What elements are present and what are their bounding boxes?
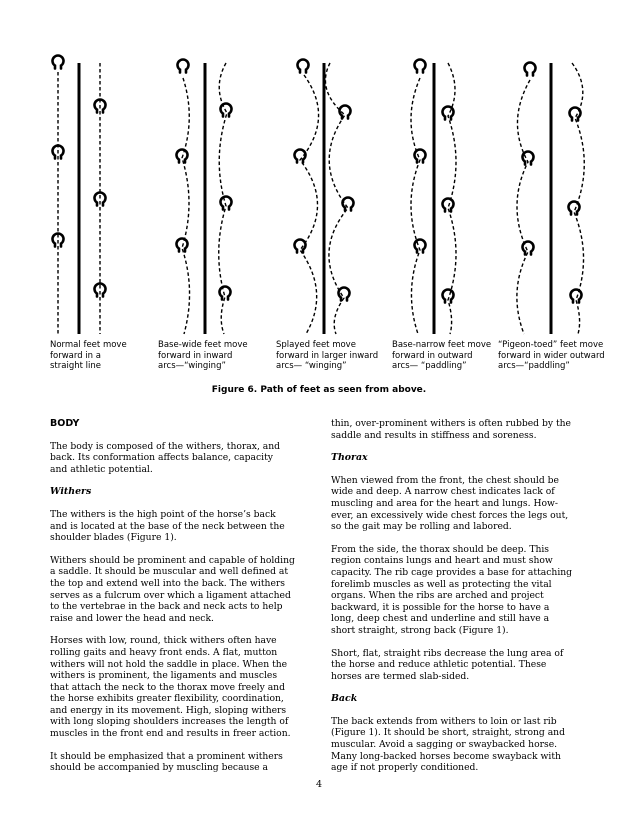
caption-line: arcs—“paddling” — [498, 361, 570, 371]
horseshoe-print-icon — [343, 197, 354, 210]
caption-line: forward in a — [50, 350, 101, 361]
text-line: a saddle. It should be muscular and well defined at — [50, 566, 289, 578]
text-line: From the side, the thorax should be deep. This — [331, 543, 550, 555]
text-line: withers will not hold the saddle in place. When the — [50, 658, 288, 670]
horseshoe-print-icon — [295, 239, 306, 252]
figure-panel-normal — [53, 55, 106, 334]
feet-path-figure — [0, 0, 638, 340]
caption-line: forward in outward — [392, 350, 473, 361]
text-line: wide and deep. A narrow chest indicates lack of — [331, 486, 555, 498]
caption-line: forward in inward — [158, 350, 233, 361]
caption-normal — [50, 340, 168, 372]
caption-splayed — [276, 340, 394, 372]
caption-line: arcs—“winging” — [158, 361, 226, 371]
text-line: The withers is the high point of the horse’s back — [50, 508, 276, 520]
text-line: muscling and area for the heart and lungs. How- — [331, 497, 558, 509]
caption-line: arcs— “winging” — [276, 361, 347, 371]
text-line: muscular. Avoid a sagging or swaybacked horse. — [331, 739, 558, 751]
text-line: with long sloping shoulders increases the length of — [50, 716, 289, 728]
text-column-right — [331, 418, 603, 785]
text-line: capacity. The rib cage provides a base for attaching — [331, 566, 573, 578]
back-paragraph-1 — [331, 716, 603, 774]
text-line: the horse and reduce athletic potential. These — [331, 659, 547, 671]
thorax-paragraph-3 — [331, 648, 603, 683]
text-line: and energy in its movement. High, sloping withers — [50, 704, 287, 716]
text-column-left — [50, 418, 322, 785]
text-line: that attach the neck to the thorax move freely and — [50, 681, 285, 693]
text-line: forelimb muscles as well as protecting the vital — [331, 578, 552, 590]
caption-line: “Pigeon-toed” feet move — [498, 340, 604, 350]
withers-paragraph-4 — [50, 751, 322, 774]
caption-line: forward in larger inward — [276, 350, 379, 361]
withers-paragraph-4-continued — [331, 418, 603, 441]
section-heading-body: BODY — [50, 418, 80, 429]
text-line: backward, it is possible for the horse to have a — [331, 601, 550, 613]
horseshoe-print-icon — [415, 59, 426, 72]
left-foot-path — [182, 78, 190, 334]
left-foot-path — [300, 75, 319, 334]
subheading-withers: Withers — [50, 486, 92, 498]
caption-line: Splayed feet move — [276, 340, 356, 350]
text-line: It should be emphasized that a prominent withers — [50, 750, 283, 762]
horseshoe-print-icon — [178, 59, 189, 72]
text-line: The body is composed of the withers, thorax, and — [50, 440, 281, 452]
text-line: thin, over-prominent withers is often rubbed by the — [331, 418, 571, 429]
thorax-paragraph-1 — [331, 475, 603, 533]
text-line: When viewed from the front, the chest should be — [331, 474, 559, 486]
horseshoe-print-icon — [523, 241, 534, 254]
text-line: the top and extend well into the back. The withers — [50, 577, 285, 589]
horseshoe-print-icon — [570, 107, 581, 120]
text-line: and is located at the base of the neck between the — [50, 520, 285, 532]
text-line: and athletic potential. — [50, 463, 153, 475]
withers-paragraph-1 — [50, 509, 322, 544]
text-line: ever, an excessively wide chest forces the legs out, — [331, 509, 569, 521]
text-line: shoulder blades (Figure 1). — [50, 532, 177, 544]
page-number: 4 — [315, 779, 323, 790]
figure-panel-base-wide — [177, 59, 232, 334]
text-line: should be accompanied by muscling because a — [50, 762, 269, 774]
figure-panel-pigeon-toed — [517, 62, 584, 334]
thorax-paragraph-2 — [331, 544, 603, 637]
text-line: The back extends from withers to loin or last rib — [331, 715, 557, 727]
text-line: organs. When the ribs are arched and project — [331, 590, 544, 602]
caption-line: arcs— “paddling” — [392, 361, 467, 371]
text-line: to the vertebrae in the back and neck acts to help — [50, 601, 283, 613]
text-line: the horse exhibits greater flexibility, coordination, — [50, 693, 284, 705]
left-foot-path — [517, 80, 530, 334]
horseshoe-print-icon — [53, 55, 64, 68]
text-line: saddle and results in stiffness and soreness. — [331, 429, 537, 441]
caption-base-narrow — [392, 340, 510, 372]
text-line: so the gait may be rolling and labored. — [331, 521, 512, 533]
text-line: (Figure 1). It should be short, straight, strong and — [331, 727, 565, 739]
withers-paragraph-2 — [50, 555, 322, 625]
withers-paragraph-3 — [50, 635, 322, 739]
text-line: region contains lungs and heart and must show — [331, 555, 553, 567]
horseshoe-print-icon — [221, 196, 232, 209]
text-line: horses are termed slab-sided. — [331, 670, 470, 682]
text-line: age if not properly conditioned. — [331, 762, 479, 774]
text-line: rolling gaits and heavy front ends. A flat, mutton — [50, 646, 278, 658]
text-line: Short, flat, straight ribs decrease the lung area of — [331, 647, 564, 659]
horseshoe-print-icon — [525, 62, 536, 75]
text-line: short straight, strong back (Figure 1). — [331, 624, 509, 636]
text-line: Many long-backed horses become swayback with — [331, 750, 561, 762]
subheading-thorax: Thorax — [331, 452, 368, 464]
horseshoe-print-icon — [220, 286, 231, 299]
figure-panel-splayed — [295, 59, 354, 334]
caption-line: Normal feet move — [50, 340, 127, 350]
figure-captions — [0, 340, 638, 376]
text-line: back. Its conformation affects balance, capacity — [50, 452, 273, 464]
text-line: serves as a fulcrum over which a ligament attached — [50, 589, 291, 601]
body-intro-paragraph — [50, 441, 322, 476]
left-foot-path — [411, 78, 420, 334]
text-line: raise and lower the head and neck. — [50, 612, 214, 624]
text-line: Horses with low, round, thick withers often have — [50, 635, 277, 647]
figure-panel-base-narrow — [411, 59, 456, 334]
text-line: muscles in the front end and results in freer action. — [50, 728, 291, 740]
caption-line: Base-narrow feet move — [392, 340, 492, 350]
text-line: withers is prominent, the ligaments and muscles — [50, 670, 278, 682]
figure-title: Figure 6. Path of feet as seen from above. — [211, 385, 427, 395]
text-line: long, deep chest and underline and still have a — [331, 613, 550, 625]
caption-line: straight line — [50, 361, 101, 371]
subheading-back: Back — [331, 693, 358, 705]
caption-line: Base-wide feet move — [158, 340, 248, 350]
caption-pigeon-toed — [498, 340, 616, 372]
horseshoe-print-icon — [298, 59, 309, 72]
text-line: Withers should be prominent and capable of holding — [50, 554, 295, 566]
caption-base-wide — [158, 340, 276, 372]
caption-line: forward in wider outward — [498, 350, 605, 361]
